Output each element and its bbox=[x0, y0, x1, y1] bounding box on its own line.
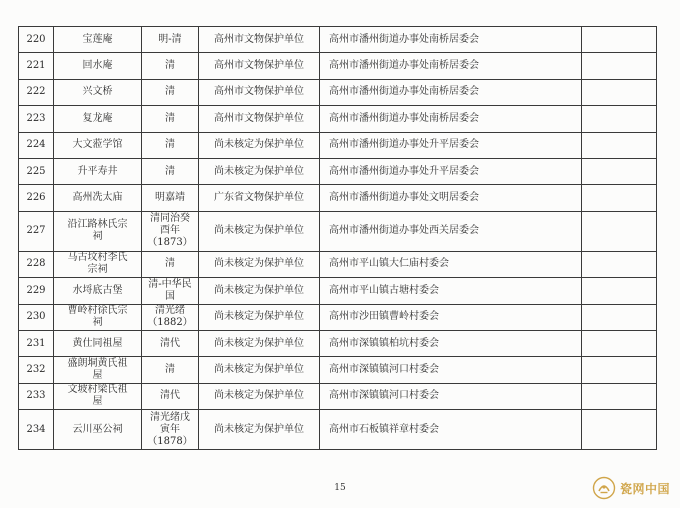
table-row bbox=[19, 79, 657, 105]
watermark-text: 瓷网中国 bbox=[619, 481, 670, 496]
cell-site-name bbox=[54, 383, 142, 409]
cell-number: 230 bbox=[19, 304, 54, 330]
cell-era bbox=[142, 53, 199, 79]
table-row bbox=[19, 357, 657, 383]
cell-note bbox=[582, 211, 657, 251]
cell-note bbox=[582, 79, 657, 105]
table-body bbox=[19, 27, 657, 450]
cell-line: 清 bbox=[165, 139, 175, 151]
cell-era bbox=[142, 27, 199, 53]
cell-protection-level: 尚未核定为保护单位 bbox=[199, 410, 320, 450]
cell-era bbox=[142, 304, 199, 330]
watermark bbox=[592, 476, 670, 500]
cell-site-name bbox=[54, 106, 142, 132]
cell-site-name bbox=[54, 330, 142, 356]
cell-number: 229 bbox=[19, 278, 54, 304]
cell-site-name bbox=[54, 278, 142, 304]
cell-number: 225 bbox=[19, 158, 54, 184]
cell-line: 宗祠 bbox=[87, 264, 108, 276]
cell-number: 231 bbox=[19, 330, 54, 356]
cell-line: 黄仕同祖屋 bbox=[72, 337, 123, 349]
cell-address: 高州市潘州街道办事处文明居委会 bbox=[320, 185, 582, 211]
cell-protection-level: 尚未核定为保护单位 bbox=[199, 330, 320, 356]
table-row bbox=[19, 132, 657, 158]
cell-number: 224 bbox=[19, 132, 54, 158]
table-row bbox=[19, 330, 657, 356]
cell-address: 高州市潘州街道办事处南桥居委会 bbox=[320, 106, 582, 132]
table-row bbox=[19, 278, 657, 304]
cell-number: 232 bbox=[19, 357, 54, 383]
cell-note bbox=[582, 383, 657, 409]
cell-line: 盛朗垌黄氏祖 bbox=[67, 357, 128, 369]
cell-address: 高州市深镇镇河口村委会 bbox=[320, 383, 582, 409]
cell-address: 高州市沙田镇曹岭村委会 bbox=[320, 304, 582, 330]
cell-line: 明-清 bbox=[158, 33, 182, 45]
cell-protection-level: 尚未核定为保护单位 bbox=[199, 251, 320, 277]
table-row bbox=[19, 27, 657, 53]
cell-note bbox=[582, 158, 657, 184]
cell-note bbox=[582, 357, 657, 383]
cell-site-name bbox=[54, 27, 142, 53]
cell-site-name bbox=[54, 79, 142, 105]
cell-line: 清代 bbox=[160, 337, 180, 349]
cell-protection-level: 高州市文物保护单位 bbox=[199, 79, 320, 105]
cell-era bbox=[142, 106, 199, 132]
table-row bbox=[19, 53, 657, 79]
cell-protection-level: 尚未核定为保护单位 bbox=[199, 158, 320, 184]
cell-era bbox=[142, 185, 199, 211]
cell-line: 大文蒞学馆 bbox=[72, 139, 123, 151]
cell-line: 清 bbox=[165, 112, 175, 124]
cell-address: 高州市潘州街道办事处升平居委会 bbox=[320, 158, 582, 184]
cell-protection-level: 广东省文物保护单位 bbox=[199, 185, 320, 211]
cell-site-name bbox=[54, 53, 142, 79]
cell-number: 223 bbox=[19, 106, 54, 132]
cell-line: 酉年 bbox=[160, 225, 180, 237]
cell-number: 220 bbox=[19, 27, 54, 53]
cell-line: 沿江路林氏宗 bbox=[67, 219, 128, 231]
cell-era bbox=[142, 410, 199, 450]
cell-site-name bbox=[54, 251, 142, 277]
cell-line: 屋 bbox=[92, 369, 103, 381]
cell-line: 屋 bbox=[92, 396, 103, 408]
cell-line: 宝莲庵 bbox=[82, 33, 113, 45]
cell-address: 高州市深镇镇柏坑村委会 bbox=[320, 330, 582, 356]
cell-number: 228 bbox=[19, 251, 54, 277]
cell-number: 233 bbox=[19, 383, 54, 409]
cell-site-name bbox=[54, 410, 142, 450]
cell-era bbox=[142, 132, 199, 158]
cell-site-name bbox=[54, 357, 142, 383]
cell-era bbox=[142, 158, 199, 184]
cell-line: 清 bbox=[165, 258, 175, 270]
cell-note bbox=[582, 278, 657, 304]
cell-line: 清光绪戊 bbox=[150, 411, 190, 423]
cell-protection-level: 尚未核定为保护单位 bbox=[199, 357, 320, 383]
cell-line: （1878） bbox=[147, 435, 193, 447]
cell-line: 马古坟村李氏 bbox=[67, 252, 128, 264]
page-number: 15 bbox=[334, 483, 346, 493]
cell-protection-level: 高州市文物保护单位 bbox=[199, 53, 320, 79]
cell-line: 升平寿井 bbox=[77, 165, 118, 177]
cell-note bbox=[582, 410, 657, 450]
cell-note bbox=[582, 27, 657, 53]
cell-address: 高州市潘州街道办事处南桥居委会 bbox=[320, 27, 582, 53]
cell-number: 227 bbox=[19, 211, 54, 251]
cell-line: 水埒底古堡 bbox=[72, 284, 123, 296]
cell-line: 回水庵 bbox=[82, 60, 113, 72]
cell-era bbox=[142, 330, 199, 356]
cell-address: 高州市潘州街道办事处南桥居委会 bbox=[320, 79, 582, 105]
table-row bbox=[19, 304, 657, 330]
table-row bbox=[19, 158, 657, 184]
cell-line: 祠 bbox=[92, 231, 103, 243]
cell-line: 清 bbox=[165, 363, 175, 375]
cell-note bbox=[582, 185, 657, 211]
cell-address: 高州市潘州街道办事处西关居委会 bbox=[320, 211, 582, 251]
cell-era bbox=[142, 79, 199, 105]
table-row bbox=[19, 251, 657, 277]
cell-note bbox=[582, 304, 657, 330]
cell-protection-level: 高州市文物保护单位 bbox=[199, 106, 320, 132]
cell-number: 221 bbox=[19, 53, 54, 79]
table-row bbox=[19, 211, 657, 251]
cell-line: 文坡村梁氏祖 bbox=[67, 384, 128, 396]
cell-address: 高州市潘州街道办事处南桥居委会 bbox=[320, 53, 582, 79]
cell-line: 云川巫公祠 bbox=[72, 423, 123, 435]
cell-note bbox=[582, 53, 657, 79]
cell-line: 清 bbox=[165, 86, 175, 98]
cell-protection-level: 尚未核定为保护单位 bbox=[199, 304, 320, 330]
cell-protection-level: 尚未核定为保护单位 bbox=[199, 132, 320, 158]
cell-address: 高州市潘州街道办事处升平居委会 bbox=[320, 132, 582, 158]
cell-line: 清 bbox=[165, 165, 175, 177]
cell-address: 高州市平山镇古塘村委会 bbox=[320, 278, 582, 304]
cell-line: 复龙庵 bbox=[82, 112, 113, 124]
cell-site-name bbox=[54, 185, 142, 211]
cell-line: 明嘉靖 bbox=[155, 192, 185, 204]
cell-line: 清同治癸 bbox=[150, 213, 190, 225]
cell-line: （1882） bbox=[147, 317, 193, 329]
cell-site-name bbox=[54, 158, 142, 184]
cell-line: 祠 bbox=[92, 317, 103, 329]
cell-line: 清光绪 bbox=[155, 305, 185, 317]
cell-protection-level: 尚未核定为保护单位 bbox=[199, 383, 320, 409]
cell-address: 高州市深镇镇河口村委会 bbox=[320, 357, 582, 383]
cell-line: 曹岭村徐氏宗 bbox=[67, 305, 128, 317]
cell-note bbox=[582, 132, 657, 158]
cell-site-name bbox=[54, 211, 142, 251]
cell-site-name bbox=[54, 132, 142, 158]
cell-line: 寅年 bbox=[160, 423, 180, 435]
cell-line: 清 bbox=[165, 60, 175, 72]
cell-line: 清代 bbox=[160, 390, 180, 402]
cell-line: 兴文桥 bbox=[82, 86, 113, 98]
cell-line: （1873） bbox=[147, 237, 193, 249]
cell-line: 国 bbox=[165, 290, 175, 302]
cell-era bbox=[142, 357, 199, 383]
cell-line: 高州冼太庙 bbox=[72, 192, 123, 204]
cell-note bbox=[582, 251, 657, 277]
table-row bbox=[19, 410, 657, 450]
cell-era bbox=[142, 278, 199, 304]
cell-protection-level: 高州市文物保护单位 bbox=[199, 27, 320, 53]
cell-number: 234 bbox=[19, 410, 54, 450]
table-row bbox=[19, 106, 657, 132]
cell-era bbox=[142, 383, 199, 409]
table-row bbox=[19, 383, 657, 409]
cell-address: 高州市石板镇祥章村委会 bbox=[320, 410, 582, 450]
cell-line: 清-中华民 bbox=[148, 278, 192, 290]
table-row bbox=[19, 185, 657, 211]
cell-note bbox=[582, 106, 657, 132]
cell-address: 高州市平山镇大仁庙村委会 bbox=[320, 251, 582, 277]
cell-number: 222 bbox=[19, 79, 54, 105]
cell-site-name bbox=[54, 304, 142, 330]
watermark-logo-icon bbox=[592, 476, 616, 500]
cell-era bbox=[142, 211, 199, 251]
cell-era bbox=[142, 251, 199, 277]
cell-number: 226 bbox=[19, 185, 54, 211]
cell-note bbox=[582, 330, 657, 356]
cell-protection-level: 尚未核定为保护单位 bbox=[199, 211, 320, 251]
heritage-table bbox=[18, 26, 657, 450]
cell-protection-level: 尚未核定为保护单位 bbox=[199, 278, 320, 304]
